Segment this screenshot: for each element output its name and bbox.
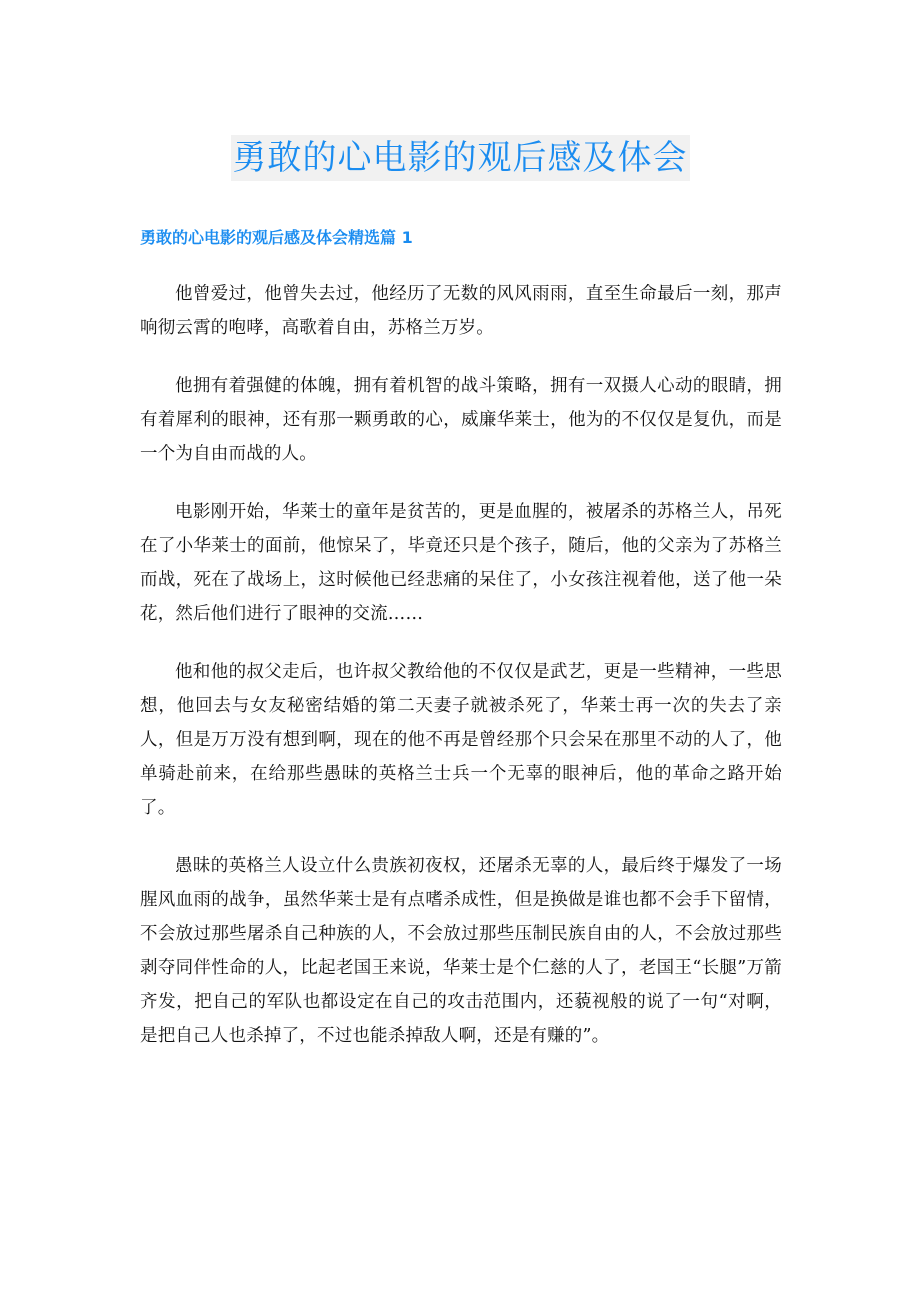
- paragraph-4: 他和他的叔父走后，也许叔父教给他的不仅仅是武艺，更是一些精神，一些思想，他回去与女友秘密结婚的第二天妻子就被杀死了，华莱士再一次的失去了亲人，但是万万没有想到啊，现在的他不再是曾经那个只会呆在那里不动的人了，他单骑赴前来，在给那些愚昧的英格兰士兵一个无辜的眼神后，他的革命之路开始了。: [140, 662, 782, 818]
- paragraph-3: 电影刚开始，华莱士的童年是贫苦的，更是血腥的，被屠杀的苏格兰人，吊死在了小华莱士的面前，他惊呆了，毕竟还只是个孩子，随后，他的父亲为了苏格兰而战，死在了战场上，这时候他已经悲痛的呆住了，小女孩注视着他，送了他一朵花，然后他们进行了眼神的交流……: [140, 502, 782, 624]
- paragraph-5: 愚昧的英格兰人设立什么贵族初夜权，还屠杀无辜的人，最后终于爆发了一场腥风血雨的战争，虽然华莱士是有点嗜杀成性，但是换做是谁也都不会手下留情，不会放过那些屠杀自己种族的人，不会放过那些压制民族自由的人，不会放过那些剥夺同伴性命的人，比起老国王来说，华莱士是个仁慈的人了，老国王“长腿”万箭齐发，把自己的军队也都设定在自己的攻击范围内，还藐视般的说了一句“对啊，是把自己人也杀掉了，不过也能杀掉敌人啊，还是有赚的”。: [140, 856, 782, 1046]
- title-container: [0, 135, 920, 181]
- section-heading: 勇敢的心电影的观后感及体会精选篇 1: [140, 228, 413, 247]
- document-body: [140, 277, 782, 1077]
- paragraph-1: 他曾爱过，他曾失去过，他经历了无数的风风雨雨，直至生命最后一刻，那声响彻云霄的咆哮，高歌着自由，苏格兰万岁。: [140, 284, 782, 338]
- paragraph-2: 他拥有着强健的体魄，拥有着机智的战斗策略，拥有一双摄人心动的眼睛，拥有着犀利的眼神，还有那一颗勇敢的心，威廉华莱士，他为的不仅仅是复仇，而是一个为自由而战的人。: [140, 376, 782, 464]
- document-title: 勇敢的心电影的观后感及体会: [231, 135, 690, 181]
